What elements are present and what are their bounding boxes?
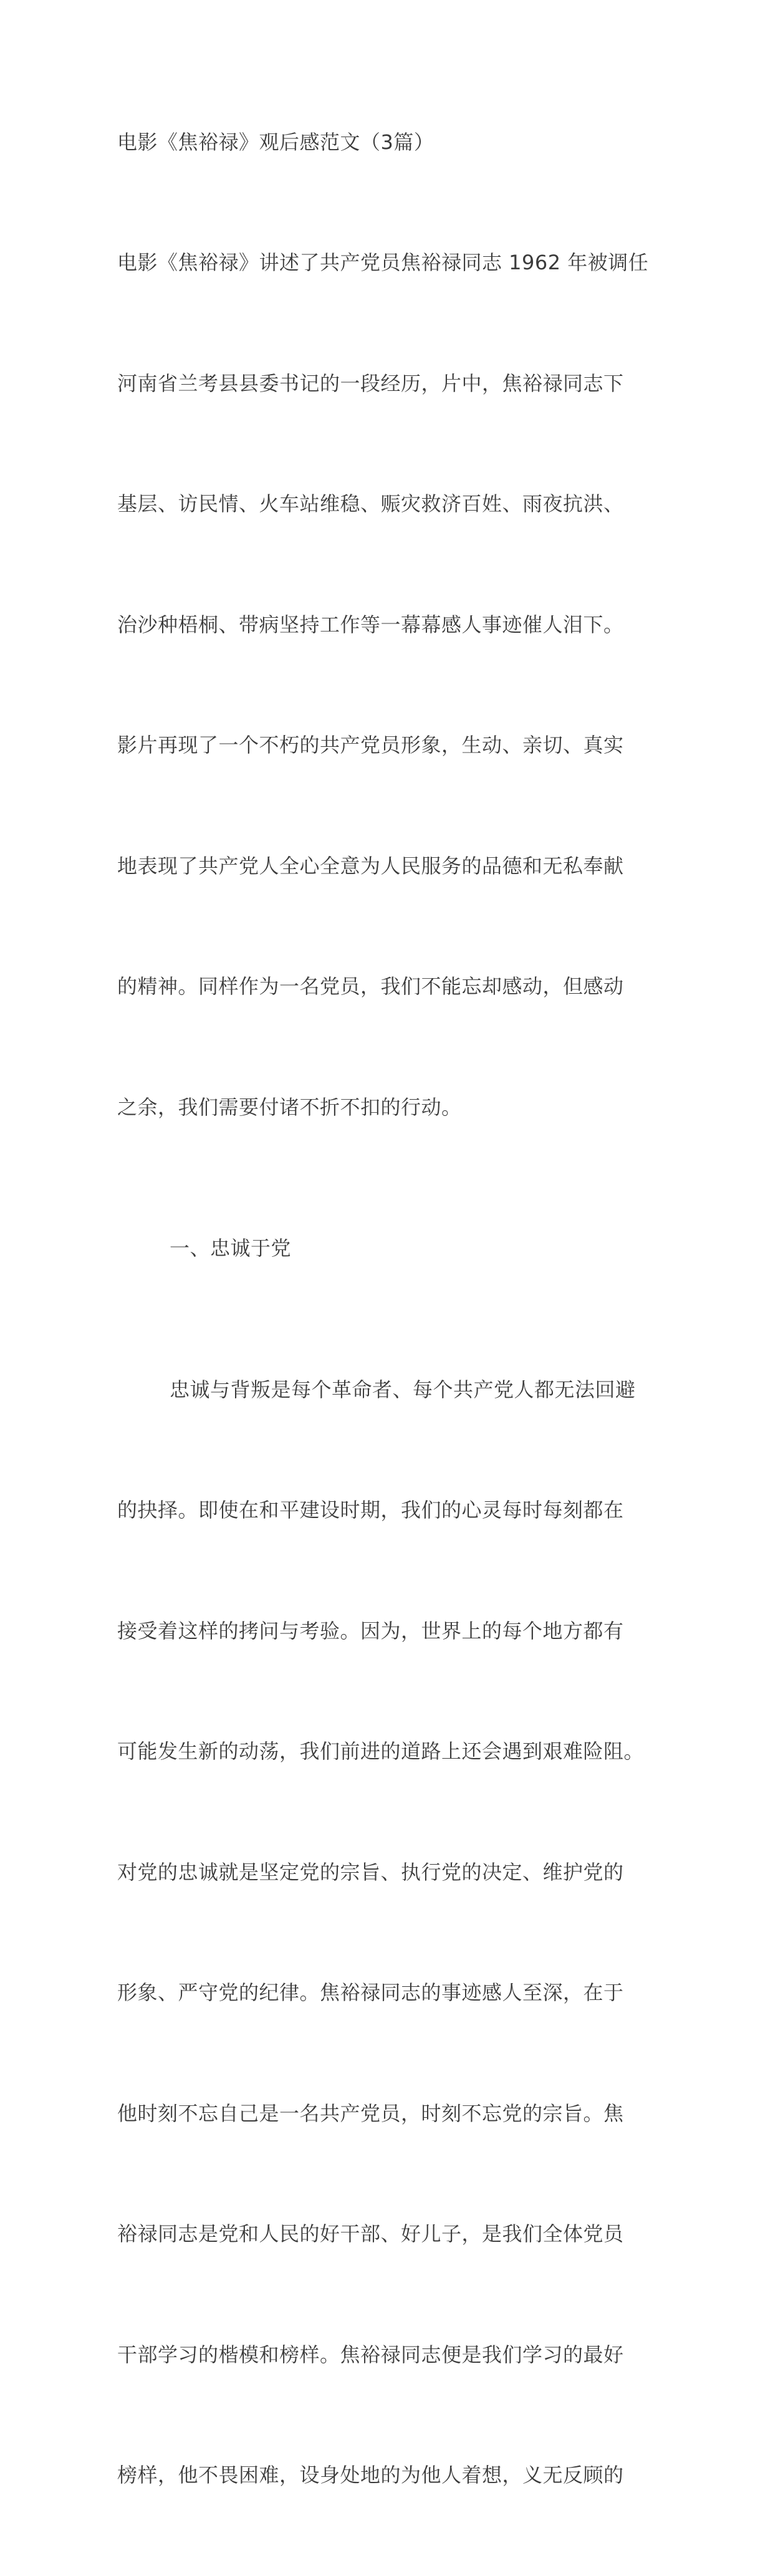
intro-line: 治沙种梧桐、带病坚持工作等一幕幕感人事迹催人泪下。	[117, 612, 624, 637]
section-line: 对党的忠诚就是坚定党的宗旨、执行党的决定、维护党的	[117, 1860, 624, 1884]
section-line: 干部学习的楷模和榜样。焦裕禄同志便是我们学习的最好	[117, 2342, 624, 2367]
section-paragraph	[117, 1289, 666, 2576]
section-line: 榜样，他不畏困难，设身处地的为他人着想，义无反顾的	[117, 2463, 624, 2487]
intro-line: 的精神。同样作为一名党员，我们不能忘却感动，但感动	[117, 974, 624, 998]
section-line: 接受着这样的拷问与考验。因为，世界上的每个地方都有	[117, 1618, 624, 1643]
intro-line: 河南省兰考县县委书记的一段经历，片中，焦裕禄同志下	[117, 371, 624, 395]
intro-line: 地表现了共产党人全心全意为人民服务的品德和无私奉献	[117, 853, 624, 878]
intro-line: 之余，我们需要付诸不折不扣的行动。	[117, 1095, 462, 1119]
document-page	[117, 126, 666, 2576]
section-line: 他时刻不忘自己是一名共产党员，时刻不忘党的宗旨。焦	[117, 2101, 624, 2125]
section-line: 裕禄同志是党和人民的好干部、好儿子，是我们全体党员	[117, 2222, 624, 2246]
section-line: 忠诚与背叛是每个革命者、每个共产党人都无法回避	[170, 1377, 636, 1401]
document-title: 电影《焦裕禄》观后感范文（3篇）	[117, 130, 435, 154]
intro-line: 电影《焦裕禄》讲述了共产党员焦裕禄同志 1962 年被调任	[117, 251, 649, 274]
section-line: 的抉择。即使在和平建设时期，我们的心灵每时每刻都在	[117, 1498, 624, 1522]
section-line: 形象、严守党的纪律。焦裕禄同志的事迹感人至深，在于	[117, 1981, 624, 2004]
intro-line: 影片再现了一个不朽的共产党员形象，生动、亲切、真实	[117, 733, 624, 757]
section-heading: 一、忠诚于党	[170, 1236, 292, 1260]
intro-line: 基层、访民情、火车站维稳、赈灾救济百姓、雨夜抗洪、	[117, 492, 624, 516]
section-line: 可能发生新的动荡，我们前进的道路上还会遇到艰难险阻。	[117, 1739, 645, 1763]
intro-paragraph	[117, 162, 666, 1208]
